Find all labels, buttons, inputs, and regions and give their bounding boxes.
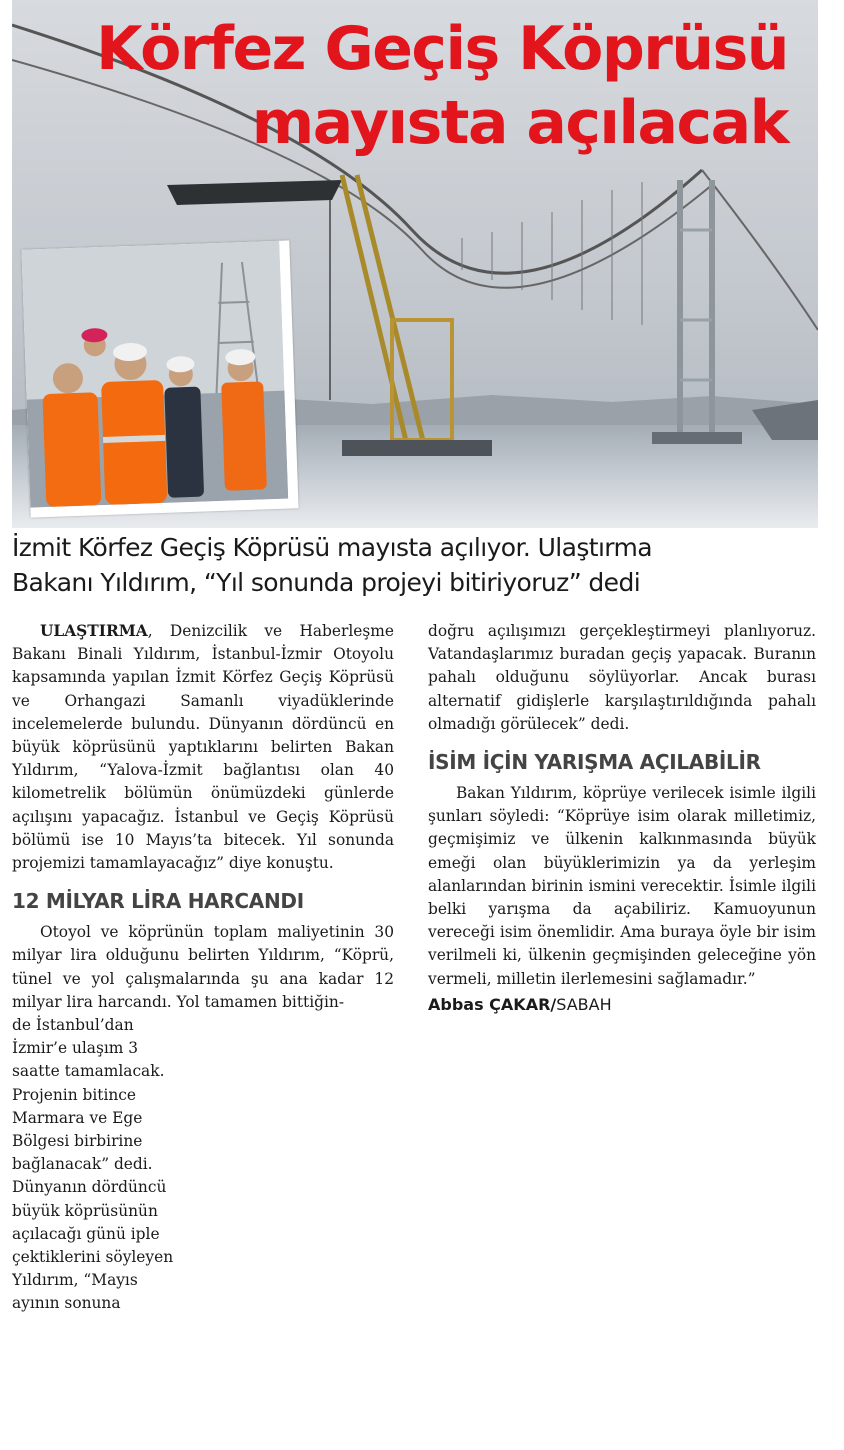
paragraph-3: doğru açılışımızı gerçekleştirmeyi planlıyoruz. Vatandaşlarımız buradan geçiş yapacak. Buranın pahalı olduğunu söylüyorlar. Ancak burası alternatif gidişlerle karşılaştırıldığında pahalı olmadığı görülecek” dedi. bbox=[428, 622, 816, 733]
paragraph-4: Bakan Yıldırım, köprüye verilecek isimle ilgili şunları söyledi: “Köprüye isim olarak milletimiz, geçmişimiz ve ülkenin kalkınmasında büyük emeği olan büyüklerimizin ya da yerleşim alanlarından birinin ismini verecektir. İsimle ilgili belki yarışma da açabiliriz. Kamuoyunun vereceği isim önemlidir. Ama buraya öyle bir isim verilmeli ki, ülkenin geçmişinden geleceğine yön vermeli, milletin ilerlemesini sağlamadır.” bbox=[428, 784, 816, 988]
subhead-name-contest: İSİM İÇİN YARIŞMA AÇILABİLİR bbox=[428, 750, 761, 775]
deck bbox=[12, 530, 822, 600]
deck-line-2: Bakanı Yıldırım, “Yıl sonunda projeyi bitiriyoruz” dedi bbox=[12, 568, 641, 597]
deck-line-1: İzmit Körfez Geçiş Köprüsü mayısta açılıyor. Ulaştırma bbox=[12, 533, 653, 562]
inset-photo bbox=[21, 240, 298, 517]
headline-line-2: mayısta açılacak bbox=[251, 88, 788, 158]
byline bbox=[428, 993, 816, 1016]
paragraph-1-text: , Denizcilik ve Haberleşme Bakanı Binali Yıldırım, İstanbul-İzmir Otoyolu kapsamında yapılan İzmit Körfez Geçiş Köprüsü ve Orhangazi Samanlı viyadüklerinde incelemelerde bulundu. Dünyanın dördüncü en büyük köprüsünü yaptıklarını belirten Bakan Yıldırım, “Yalova-İzmit bağlantısı olan 40 kilometrelik bölümün önümüzdeki günlerde açılışını yapacağız. İstanbul ve Geçiş Köprüsü bölümü ise 10 Mayıs’ta bitecek. Yıl sonunda projemizi tamamlayacağız” diye konuştu. bbox=[12, 622, 394, 873]
bridge-photo bbox=[12, 0, 818, 528]
paragraph-1 bbox=[12, 620, 394, 875]
article-column-1 bbox=[12, 620, 394, 1316]
lead-word: ULAŞTIRMA bbox=[40, 622, 148, 640]
article-column-2 bbox=[428, 620, 816, 1016]
paragraph-2-continued: de İstanbul’dan İzmir’e ulaşım 3 saatte tamamlacak. Projenin bitince Marmara ve Ege Bölgesi birbirine bağlanacak” dedi. Dünyanın dördüncü büyük köprüsünün açılacağı günü iple çektiklerini söyleyen Yıldırım, “Mayıs ayının sonuna bbox=[12, 1016, 174, 1313]
subhead-cost: 12 MİLYAR LİRA HARCANDI bbox=[12, 889, 304, 914]
byline-author: Abbas ÇAKAR/ bbox=[428, 994, 557, 1014]
officials-illustration bbox=[21, 241, 288, 508]
headline-line-1: Körfez Geçiş Köprüsü bbox=[96, 14, 788, 84]
headline bbox=[96, 12, 788, 160]
byline-source: SABAH bbox=[556, 994, 612, 1014]
paragraph-2: Otoyol ve köprünün toplam maliyetinin 30 milyar lira olduğunu belirten Yıldırım, “Köprü, tünel ve yol çalışmalarında şu ana kadar 12 milyar lira harcandı. Yol tamamen bittiğin- bbox=[12, 923, 394, 1011]
